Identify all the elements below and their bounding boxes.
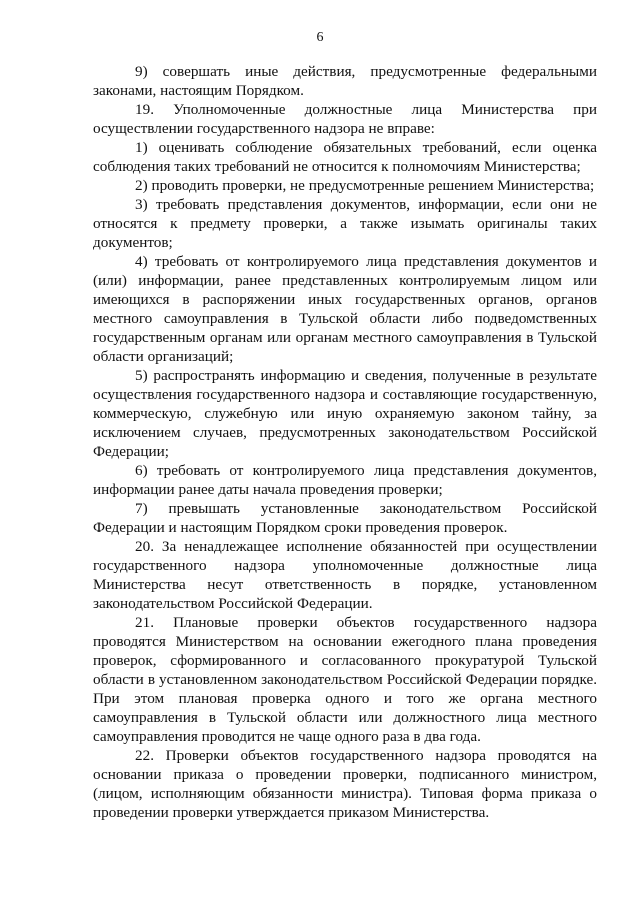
paragraph-section-21: 21. Плановые проверки объектов государственного надзора проводятся Министерством на основании ежегодного плана проведения проверок, сформированного и согласованного прокуратурой Тульской области в установленном законодательством Российской Федерации порядке. При этом плановая проверка одного и того же органа местного самоуправления в Тульской области или должностного лица местного самоуправления проводится не чаще одного раза в два года. <box>93 614 597 745</box>
paragraph-item-5: 5) распространять информацию и сведения, полученные в результате осуществления государственного надзора и составляющие государственную, коммерческую, служебную или иную охраняемую законом тайну, за исключением случаев, предусмотренных законодательством Российской Федерации; <box>93 367 597 460</box>
paragraph-section-19: 19. Уполномоченные должностные лица Министерства при осуществлении государственного надзора не вправе: <box>93 101 597 137</box>
paragraph-item-7: 7) превышать установленные законодательством Российской Федерации и настоящим Порядком сроки проведения проверок. <box>93 500 597 536</box>
paragraph-section-22: 22. Проверки объектов государственного надзора проводятся на основании приказа о проведении проверки, подписанного министром, (лицом, исполняющим обязанности министра). Типовая форма приказа о проведении проверки утверждается приказом Министерства. <box>93 747 597 821</box>
paragraph-item-3: 3) требовать представления документов, информации, если они не относятся к предмету проверки, а также изымать оригиналы таких документов; <box>93 196 597 251</box>
paragraph-item-1: 1) оценивать соблюдение обязательных требований, если оценка соблюдения таких требований не относится к полномочиям Министерства; <box>93 139 597 175</box>
paragraph-item-9: 9) совершать иные действия, предусмотренные федеральными законами, настоящим Порядком. <box>93 63 597 99</box>
document-body <box>93 62 597 822</box>
paragraph-item-2: 2) проводить проверки, не предусмотренные решением Министерства; <box>135 177 595 194</box>
page-number: 6 <box>316 30 324 45</box>
paragraph-item-4: 4) требовать от контролируемого лица представления документов и (или) информации, ранее представленных контролируемым лицом или имеющихся в распоряжении иных государственных органов, органов местного самоуправления в Тульской области либо подведомственных государственным органам или органам местного самоуправления в Тульской области организаций; <box>93 253 597 365</box>
paragraph-item-6: 6) требовать от контролируемого лица представления документов, информации ранее даты начала проведения проверки; <box>93 462 597 498</box>
paragraph-section-20: 20. За ненадлежащее исполнение обязанностей при осуществлении государственного надзора уполномоченные должностные лица Министерства несут ответственность в порядке, установленном законодательством Российской Федерации. <box>93 538 597 612</box>
